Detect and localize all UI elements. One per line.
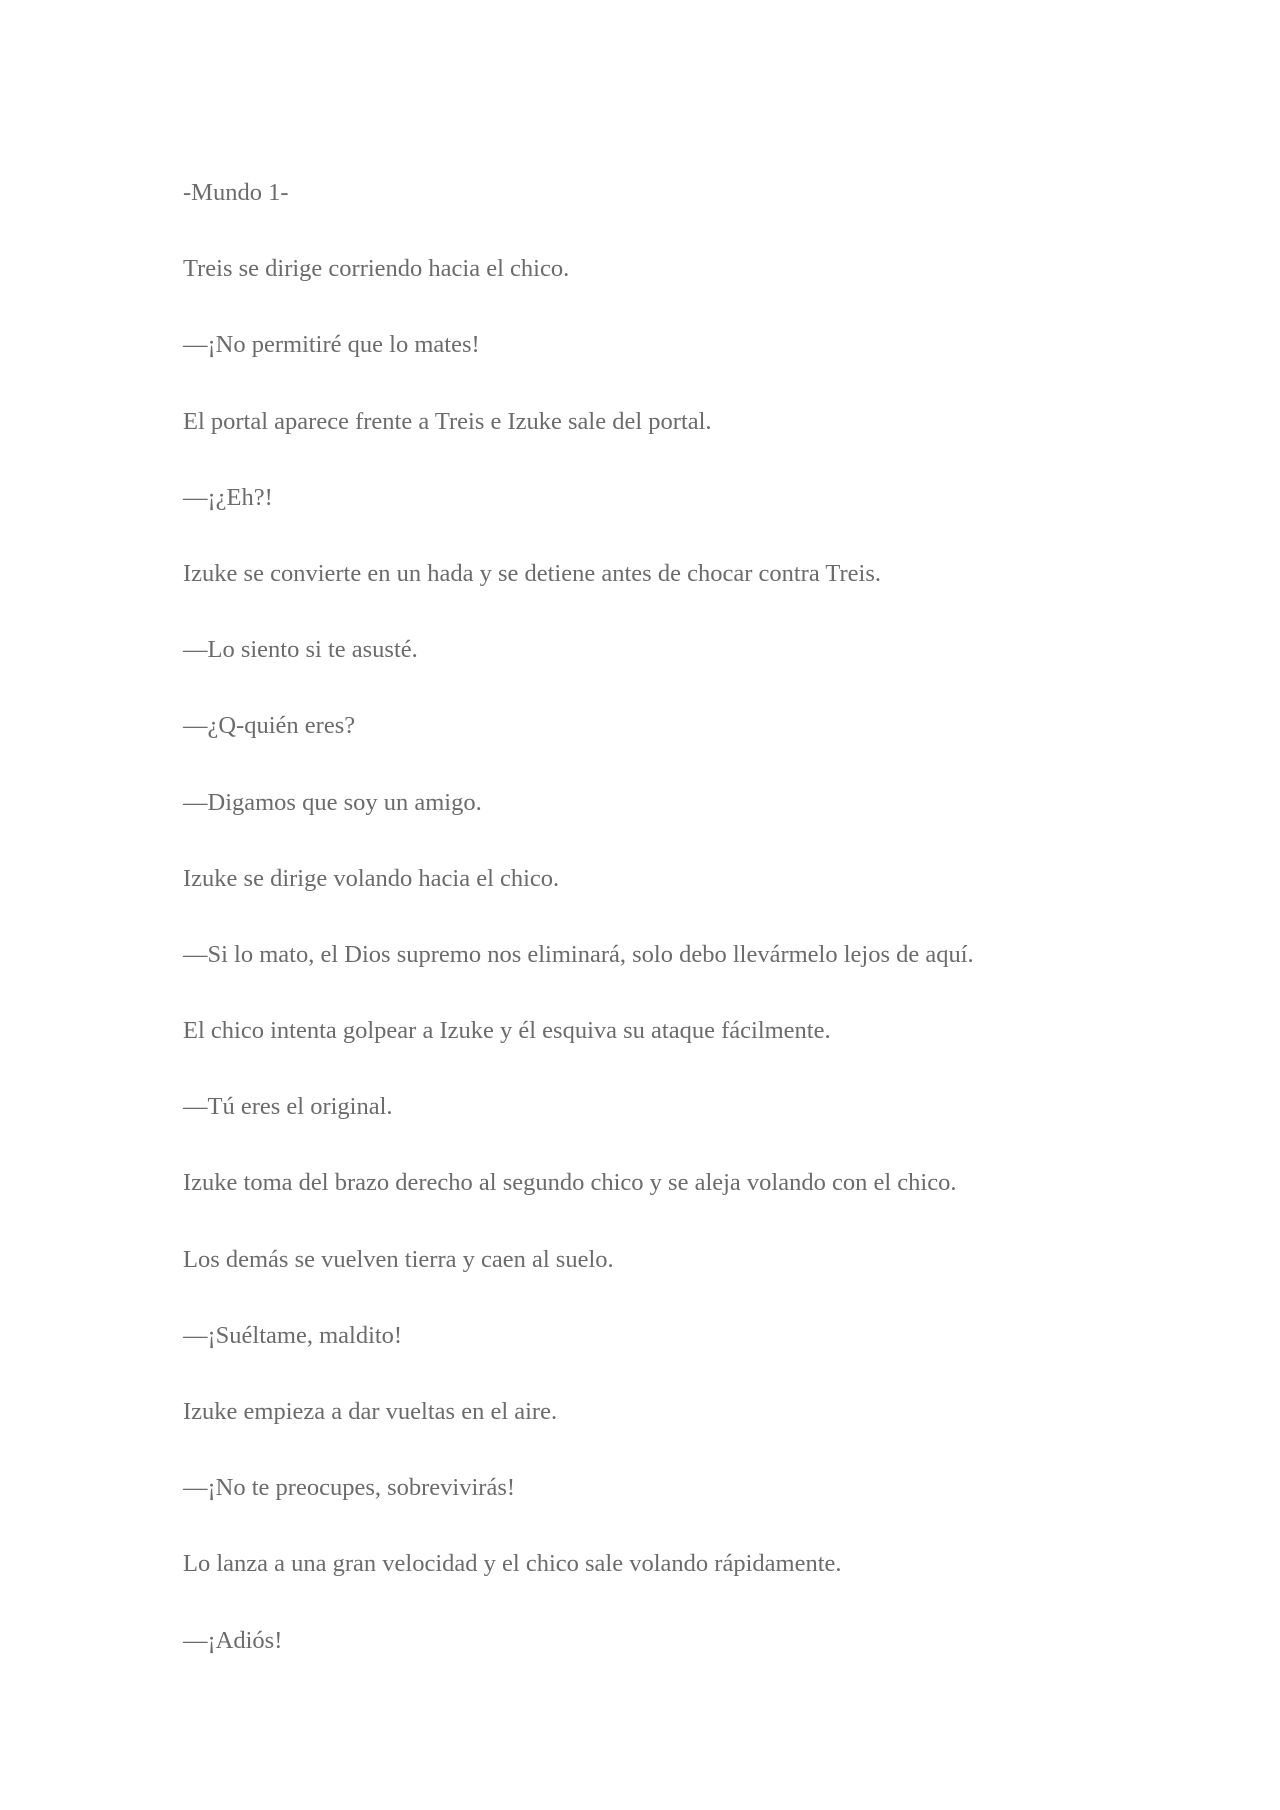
paragraph: Izuke se convierte en un hada y se detiene antes de chocar contra Treis. (183, 559, 881, 587)
dialogue-line: —Lo siento si te asusté. (183, 636, 418, 664)
dialogue-line: —¡Suéltame, maldito! (183, 1321, 403, 1349)
dialogue-line: —¡No permitiré que lo mates! (183, 331, 480, 359)
dialogue-line: —¡No te preocupes, sobrevivirás! (183, 1474, 516, 1502)
document-body (183, 178, 1103, 1702)
paragraph: Treis se dirige corriendo hacia el chico. (183, 255, 570, 283)
dialogue-line: —Si lo mato, el Dios supremo nos eliminará, solo debo llevármelo lejos de aquí. (183, 940, 974, 968)
dialogue-line: —Digamos que soy un amigo. (183, 788, 482, 816)
paragraph: Lo lanza a una gran velocidad y el chico sale volando rápidamente. (183, 1550, 842, 1578)
dialogue-line: —¿Q-quién eres? (183, 712, 356, 740)
chapter-heading: -Mundo 1- (183, 179, 289, 206)
dialogue-line: —¡Adiós! (183, 1626, 283, 1654)
dialogue-line: —¡¿Eh?! (183, 483, 273, 511)
paragraph: Izuke toma del brazo derecho al segundo chico y se aleja volando con el chico. (183, 1169, 957, 1197)
dialogue-line: —Tú eres el original. (183, 1093, 393, 1121)
paragraph: El chico intenta golpear a Izuke y él esquiva su ataque fácilmente. (183, 1017, 831, 1045)
paragraph: Izuke se dirige volando hacia el chico. (183, 864, 560, 892)
paragraph: Los demás se vuelven tierra y caen al suelo. (183, 1245, 614, 1273)
paragraph: El portal aparece frente a Treis e Izuke sale del portal. (183, 407, 712, 435)
paragraph: Izuke empieza a dar vueltas en el aire. (183, 1398, 558, 1425)
